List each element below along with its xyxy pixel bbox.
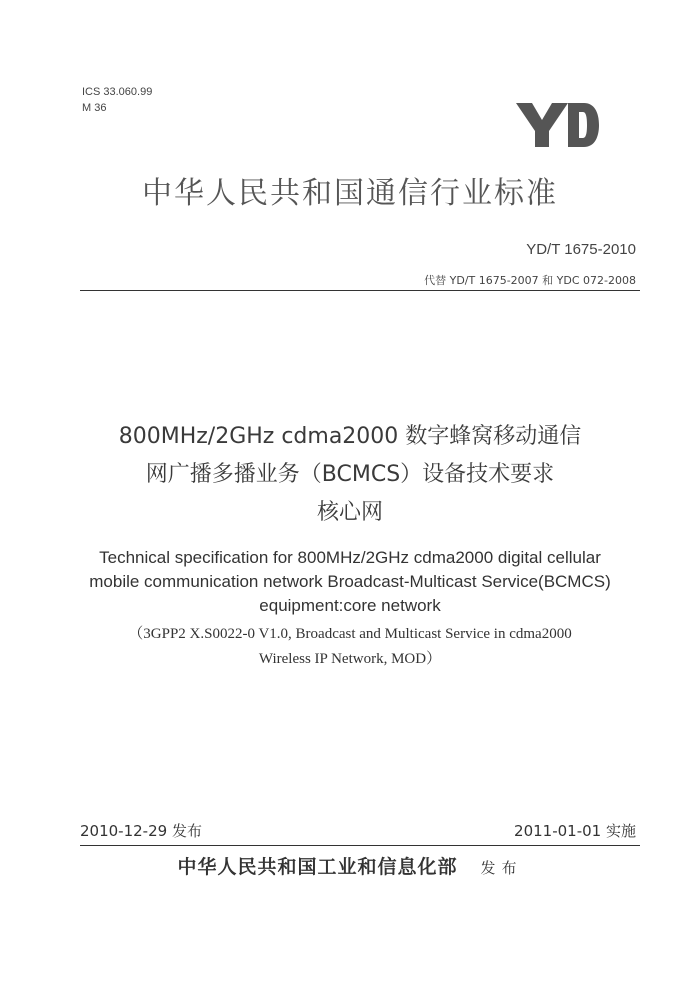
reference-note-line: Wireless IP Network, MOD） xyxy=(258,651,442,667)
classification-block xyxy=(82,84,152,116)
header-divider xyxy=(80,290,640,291)
standard-title: 中华人民共和国通信行业标准 xyxy=(142,176,558,211)
issuer-action: 发布 xyxy=(480,859,523,877)
standard-code: YD/T 1675-2010 xyxy=(526,241,636,258)
reference-note xyxy=(40,622,660,672)
english-title-line: Technical specification for 800MHz/2GHz cdma2000 digital cellular xyxy=(99,548,601,567)
publish-date: 2010-12-29 发布 xyxy=(80,822,202,840)
ics-code: ICS 33.060.99 xyxy=(82,86,153,98)
english-title xyxy=(40,546,660,618)
chinese-title-line: 核心网 xyxy=(316,500,383,525)
chinese-title-line: 网广播多播业务（BCMCS）设备技术要求 xyxy=(145,462,555,487)
category-code: M 36 xyxy=(82,102,107,114)
yd-logo xyxy=(514,100,600,150)
chinese-title-line: 800MHz/2GHz cdma2000 数字蜂窝移动通信 xyxy=(118,424,582,449)
yd-logo-d xyxy=(568,103,599,147)
english-title-line: mobile communication network Broadcast-Multicast Service(BCMCS) xyxy=(89,572,611,591)
issuer-line xyxy=(0,852,700,879)
replaces-note: 代替 YD/T 1675-2007 和 YDC 072-2008 xyxy=(424,274,636,287)
footer-divider xyxy=(80,845,640,846)
reference-note-line: （3GPP2 X.S0022-0 V1.0, Broadcast and Multicast Service in cdma2000 xyxy=(128,626,572,642)
yd-logo-y xyxy=(516,103,568,147)
effective-date: 2011-01-01 实施 xyxy=(514,822,636,840)
chinese-title xyxy=(40,418,660,532)
english-title-line: equipment:core network xyxy=(259,596,441,615)
issuer-name: 中华人民共和国工业和信息化部 xyxy=(177,856,458,878)
